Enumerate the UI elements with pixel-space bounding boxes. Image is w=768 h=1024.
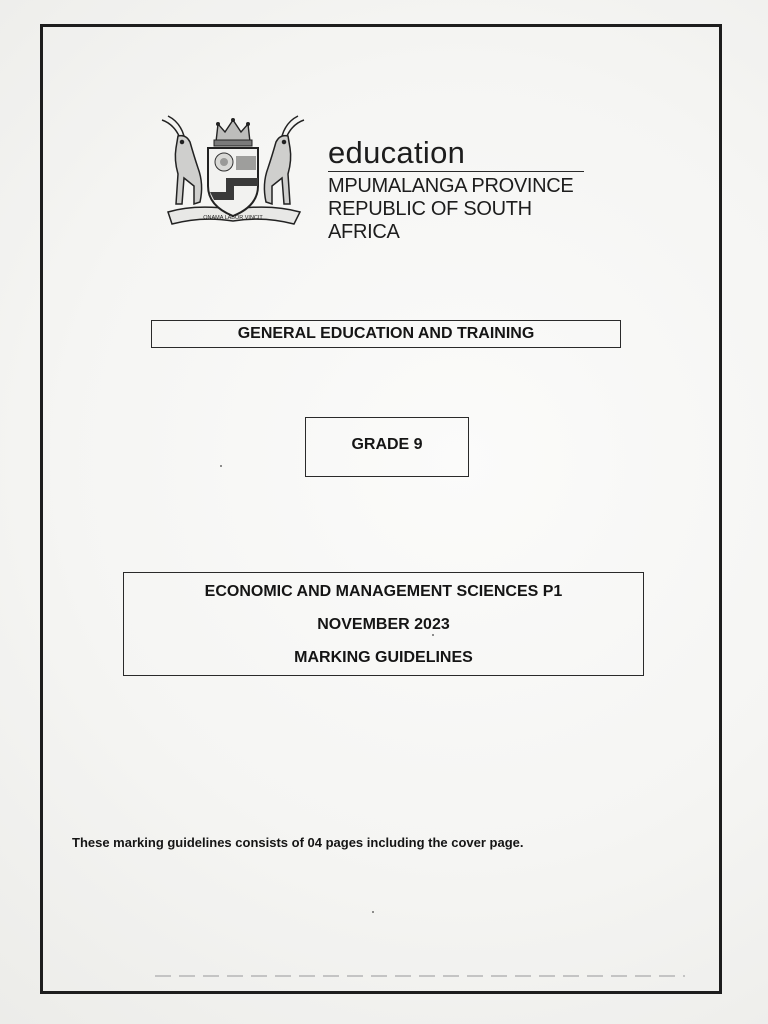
- shield-icon: [208, 148, 258, 216]
- scan-artifact-line: [155, 975, 685, 977]
- coat-of-arms-logo: [154, 112, 312, 238]
- document-type: MARKING GUIDELINES: [294, 649, 473, 666]
- coat-of-arms-motto: ONAMA LABOR VINCIT: [203, 215, 263, 221]
- subject-box: [123, 572, 644, 676]
- phase-title-box: [151, 320, 621, 348]
- exam-date: NOVEMBER 2023: [317, 616, 450, 633]
- brand-republic: REPUBLIC OF SOUTH AFRICA: [328, 198, 532, 243]
- antelope-right-icon: [264, 116, 304, 204]
- department-branding: [328, 136, 598, 244]
- crown-icon: [214, 118, 252, 146]
- grade-title: GRADE 9: [351, 436, 423, 453]
- grade-box: [305, 417, 469, 477]
- subject-title: ECONOMIC AND MANAGEMENT SCIENCES P1: [204, 583, 563, 600]
- scan-speck: [432, 634, 434, 636]
- brand-education: education: [328, 136, 584, 172]
- antelope-left-icon: [162, 116, 202, 204]
- scan-speck: [220, 465, 222, 467]
- phase-title: GENERAL EDUCATION AND TRAINING: [237, 325, 535, 342]
- page-count-note: These marking guidelines consists of 04 pages including the cover page.: [72, 835, 524, 850]
- scan-speck: [372, 911, 374, 913]
- brand-province: MPUMALANGA PROVINCE: [328, 175, 574, 197]
